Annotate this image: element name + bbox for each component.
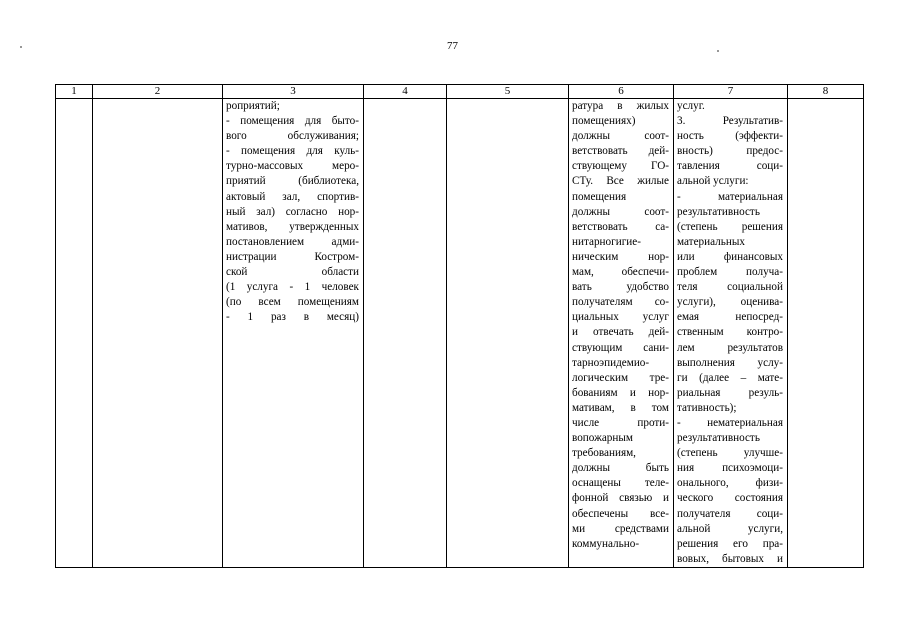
text-line: приятий (библиотека, [226, 175, 359, 188]
text-line: онального, физи- [677, 477, 783, 490]
text-line: - нематериальная [677, 416, 783, 429]
text-line: ния психоэмоци- [677, 462, 783, 475]
text-line: услуги), оценива- [677, 296, 783, 309]
text-line: мативам, в том [572, 401, 669, 414]
text-line: СТу. Все жилые [572, 175, 669, 188]
text-line: альной услуги: [677, 175, 749, 188]
column-number-2: 2 [93, 85, 223, 99]
text-line: - материальная [677, 190, 783, 203]
table-header-row [56, 85, 864, 99]
text-line: ветствовать са- [572, 220, 669, 233]
text-line: ность (эффекти- [677, 130, 783, 143]
text-line: 3. Результатив- [677, 115, 783, 128]
text-line: - помещения для быто- [226, 115, 359, 128]
text-line: - 1 раз в месяц) [226, 311, 359, 324]
text-line: ствующему ГО- [572, 160, 669, 173]
text-line: постановлением адми- [226, 235, 359, 248]
text-line: нитарногигие- [572, 235, 641, 248]
cell-col-1 [56, 99, 93, 568]
text-line: результативность [677, 205, 760, 218]
text-line: логическим тре- [572, 371, 669, 384]
column-number-5: 5 [447, 85, 569, 99]
column-number-4: 4 [364, 85, 447, 99]
text-line: получателям со- [572, 296, 669, 309]
text-line: помещения [572, 190, 627, 203]
text-line: ствующим сани- [572, 341, 669, 354]
text-line: результативность [677, 432, 760, 445]
cell-text-col-3 [223, 99, 363, 325]
text-line: емая непосред- [677, 311, 783, 324]
text-line: - помещения для куль- [226, 145, 359, 158]
document-table [55, 84, 864, 568]
text-line: должны соот- [572, 205, 669, 218]
scan-speck [20, 46, 22, 48]
text-line: помещениях) [572, 115, 636, 128]
text-line: требованиям, [572, 447, 636, 460]
text-line: ской области [226, 266, 359, 279]
cell-col-7 [674, 99, 788, 568]
text-line: альной услуги, [677, 522, 783, 535]
text-line: вовых, бытовых и [677, 552, 783, 565]
text-line: вого обслуживания; [226, 130, 359, 143]
text-line: мативов, утвержденных [226, 220, 359, 233]
cell-col-4 [364, 99, 447, 568]
page-number: 77 [447, 40, 458, 52]
text-line: ратура в жилых [572, 100, 669, 112]
text-line: или финансовых [677, 250, 783, 263]
text-line: мам, обеспечи- [572, 266, 669, 279]
cell-text-col-6 [569, 99, 673, 552]
text-line: ническим нор- [572, 250, 669, 263]
text-line: тативность); [677, 401, 737, 414]
column-number-8: 8 [788, 85, 864, 99]
text-line: ги (далее – мате- [677, 371, 783, 384]
text-line: актовый зал, спортив- [226, 190, 359, 203]
text-line: материальных [677, 235, 745, 248]
cell-text-col-7 [674, 99, 787, 567]
column-number-3: 3 [223, 85, 364, 99]
text-line: решения его пра- [677, 537, 783, 550]
text-line: должны соот- [572, 130, 669, 143]
text-line: оснащены теле- [572, 477, 669, 490]
text-line: бованиям и нор- [572, 386, 669, 399]
text-line: числе проти- [572, 416, 669, 429]
text-line: риальная резуль- [677, 386, 783, 399]
text-line: вность) предос- [677, 145, 783, 158]
cell-col-3 [223, 99, 364, 568]
text-line: вать удобство [572, 281, 669, 294]
text-line: тарноэпидемио- [572, 356, 650, 369]
text-line: фонной связью и [572, 492, 669, 505]
text-line: ческого состояния [677, 492, 783, 505]
text-line: (по всем помещениям [226, 296, 359, 309]
text-line: нистрации Костром- [226, 250, 359, 263]
cell-col-2 [93, 99, 223, 568]
text-line: и отвечать дей- [572, 326, 669, 339]
text-line: циальных услуг [572, 311, 669, 324]
text-line: (степень улучше- [677, 447, 783, 460]
text-line: (степень решения [677, 220, 783, 233]
cell-col-8 [788, 99, 864, 568]
text-line: должны быть [572, 462, 669, 475]
text-line: теля социальной [677, 281, 783, 294]
text-line: вопожарным [572, 432, 633, 445]
text-line: проблем получа- [677, 266, 783, 279]
column-number-6: 6 [569, 85, 674, 99]
text-line: ветствовать дей- [572, 145, 669, 158]
text-line: лем результатов [677, 341, 783, 354]
text-line: ми средствами [572, 522, 669, 535]
column-number-7: 7 [674, 85, 788, 99]
table-row [56, 99, 864, 568]
cell-col-5 [447, 99, 569, 568]
text-line: получателя соци- [677, 507, 783, 520]
text-line: ственным контро- [677, 326, 783, 339]
text-line: роприятий; [226, 100, 280, 112]
scan-speck [717, 50, 719, 52]
text-line: ный зал) согласно нор- [226, 205, 359, 218]
text-line: коммунально- [572, 537, 640, 550]
text-line: тавления соци- [677, 160, 783, 173]
text-line: (1 услуга - 1 человек [226, 281, 359, 294]
column-number-1: 1 [56, 85, 93, 99]
text-line: турно-массовых меро- [226, 160, 359, 173]
text-line: выполнения услу- [677, 356, 783, 369]
text-line: обеспечены все- [572, 507, 669, 520]
cell-col-6 [569, 99, 674, 568]
text-line: услуг. [677, 100, 705, 112]
